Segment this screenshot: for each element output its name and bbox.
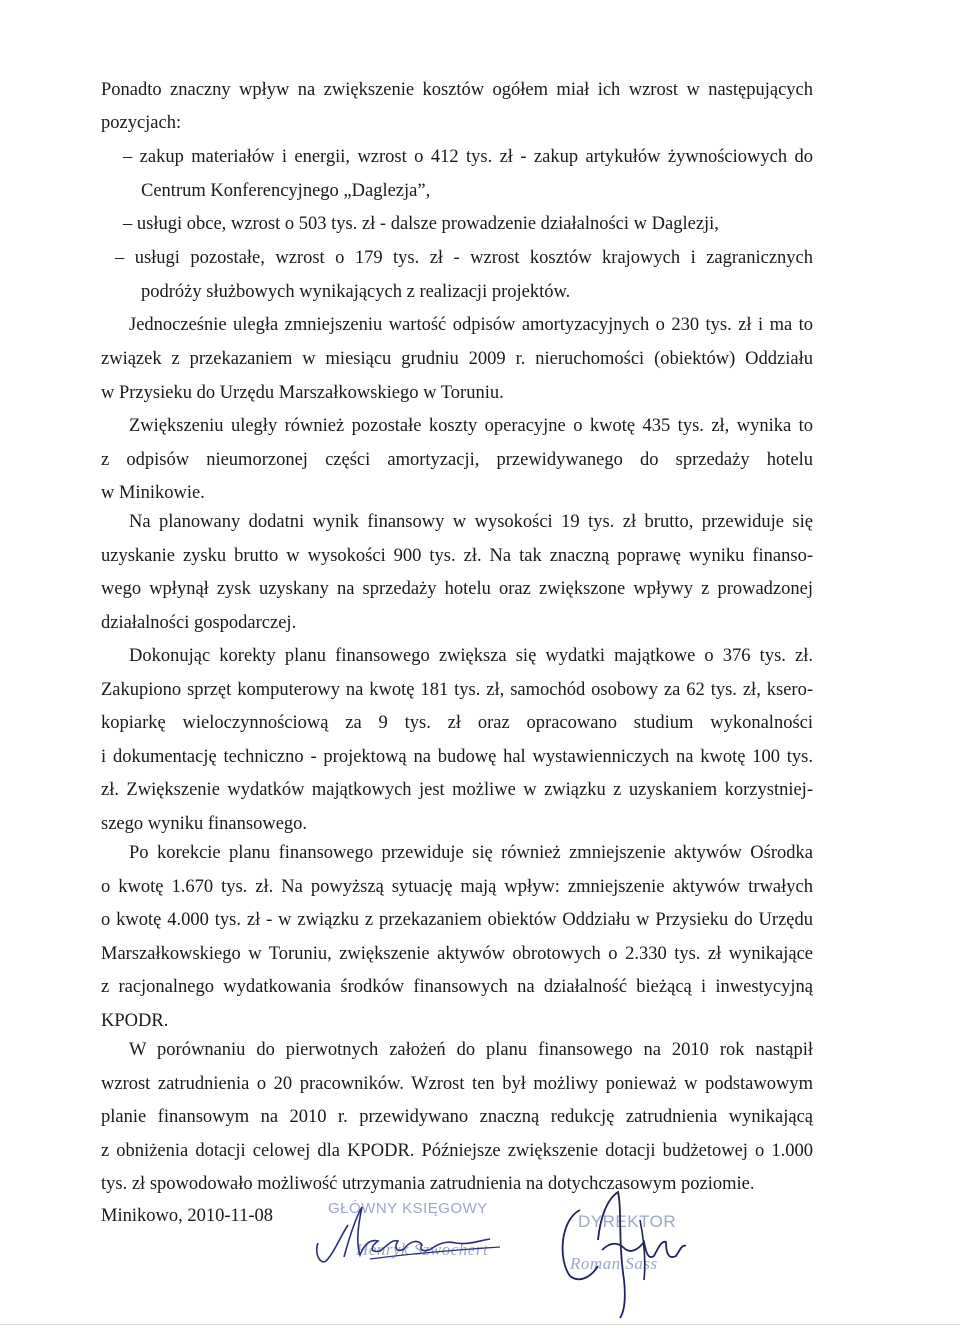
text-line: Zwiększeniu uległy również pozostałe koszty operacyjne o kwotę 435 tys. zł, wynika to bbox=[129, 416, 813, 436]
text-line: działalności gospodarczej. bbox=[101, 613, 297, 633]
text-line: wzrost zatrudnienia o 20 pracowników. Wzrost ten był możliwy ponieważ w podstawowym bbox=[101, 1074, 813, 1094]
director-handwritten-signature bbox=[540, 1180, 710, 1320]
text-line: KPODR. bbox=[101, 1011, 169, 1031]
text-line: z racjonalnego wydatkowania środków finansowych na działalność bieżącą i inwestycyjną bbox=[101, 977, 813, 997]
accountant-handwritten-signature bbox=[300, 1195, 510, 1285]
list-item-line: – usługi pozostałe, wzrost o 179 tys. zł - wzrost kosztów krajowych i zagranicznych bbox=[115, 248, 813, 268]
text-line: Zakupiono sprzęt komputerowy na kwotę 181 tys. zł, samochód osobowy za 62 tys. zł, ksero- bbox=[101, 680, 813, 700]
text-line: kopiarkę wieloczynnościową za 9 tys. zł oraz opracowano studium wykonalności bbox=[101, 713, 813, 733]
accountant-stamp-title: GŁÓWNY KSIĘGOWY bbox=[328, 1200, 488, 1217]
text-line: wego wpłynął zysk uzyskany na sprzedaży hotelu oraz zwiększone wpływy z prowadzonej bbox=[101, 579, 813, 599]
text-line: związek z przekazaniem w miesiącu grudniu 2009 r. nieruchomości (obiektów) Oddziału bbox=[101, 349, 813, 369]
list-item-line: podróży służbowych wynikających z realizacji projektów. bbox=[141, 282, 571, 302]
text-line: Po korekcie planu finansowego przewiduje się również zmniejszenie aktywów Ośrodka bbox=[129, 843, 813, 863]
list-item-line: – zakup materiałów i energii, wzrost o 412 tys. zł - zakup artykułów żywnościowych do bbox=[123, 147, 813, 167]
list-item-line: – usługi obce, wzrost o 503 tys. zł - dalsze prowadzenie działalności w Daglezji, bbox=[123, 214, 719, 234]
place-date: Minikowo, 2010-11-08 bbox=[101, 1206, 273, 1226]
text-line: w Przysieku do Urzędu Marszałkowskiego w Toruniu. bbox=[101, 383, 504, 403]
text-line: uzyskanie zysku brutto w wysokości 900 tys. zł. Na tak znaczną poprawę wyniku finanso- bbox=[101, 546, 813, 566]
text-line: w Minikowie. bbox=[101, 483, 205, 503]
text-line: Jednocześnie uległa zmniejszeniu wartość odpisów amortyzacyjnych o 230 tys. zł i ma to bbox=[129, 315, 813, 335]
text-line: i dokumentację techniczno - projektową na budowę hal wystawienniczych na kwotę 100 tys. bbox=[101, 747, 813, 767]
text-line: planie finansowym na 2010 r. przewidywano znaczną redukcję zatrudnienia wynikającą bbox=[101, 1107, 813, 1127]
text-line: Marszałkowskiego w Toruniu, zwiększenie aktywów obrotowych o 2.330 tys. zł wynikające bbox=[101, 944, 813, 964]
text-line: pozycjach: bbox=[101, 113, 182, 133]
text-line: Na planowany dodatni wynik finansowy w wysokości 19 tys. zł brutto, przewiduje się bbox=[129, 512, 813, 532]
text-line: o kwotę 1.670 tys. zł. Na powyższą sytuację mają wpływ: zmniejszenie aktywów trwałych bbox=[101, 877, 813, 897]
director-stamp-title: DYREKTOR bbox=[578, 1212, 677, 1231]
text-line: Ponadto znaczny wpływ na zwiększenie kosztów ogółem miał ich wzrost w następujących bbox=[101, 80, 813, 100]
text-line: szego wyniku finansowego. bbox=[101, 814, 308, 834]
text-line: W porównaniu do pierwotnych założeń do planu finansowego na 2010 rok nastąpił bbox=[129, 1040, 813, 1060]
text-line: o kwotę 4.000 tys. zł - w związku z przekazaniem obiektów Oddziału w Przysieku do Urzędu bbox=[101, 910, 813, 930]
director-stamp-name: Roman Sass bbox=[570, 1254, 658, 1273]
accountant-stamp-name: Henryk Szwochert bbox=[356, 1240, 489, 1259]
text-line: Dokonując korekty planu finansowego zwiększa się wydatki majątkowe o 376 tys. zł. bbox=[129, 646, 813, 666]
text-line: tys. zł spowodowało możliwość utrzymania zatrudnienia na dotychczasowym poziomie. bbox=[101, 1174, 755, 1194]
text-line: z odpisów nieumorzonej części amortyzacji, przewidywanego do sprzedaży hotelu bbox=[101, 450, 813, 470]
text-line: z obniżenia dotacji celowej dla KPODR. Późniejsze zwiększenie dotacji budżetowej o 1.000 bbox=[101, 1141, 813, 1161]
page-edge-divider bbox=[0, 1324, 960, 1325]
list-item-line: Centrum Konferencyjnego „Daglezja”, bbox=[141, 181, 431, 201]
text-line: zł. Zwiększenie wydatków majątkowych jest możliwe w związku z uzyskaniem korzystniej- bbox=[101, 780, 813, 800]
